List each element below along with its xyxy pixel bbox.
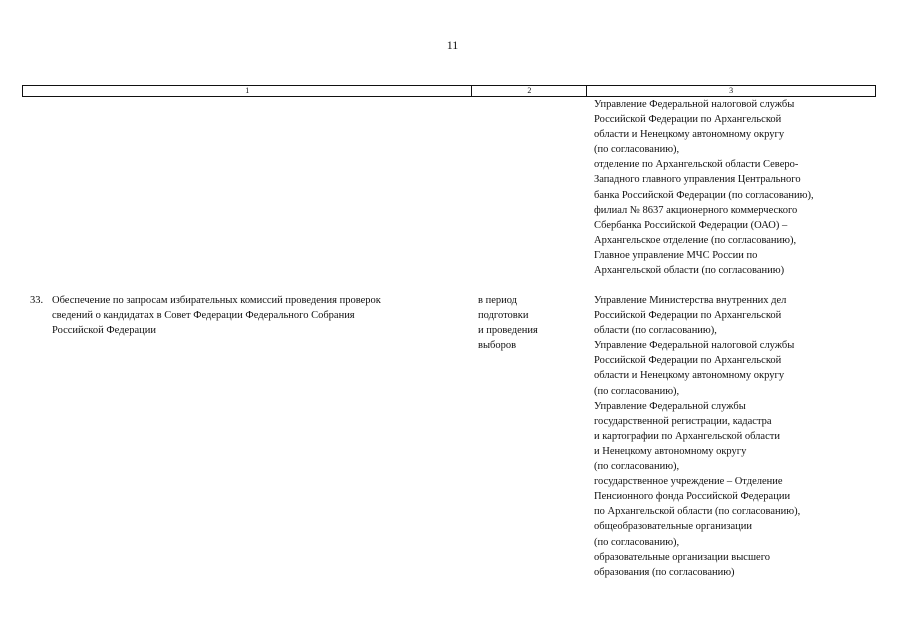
row-number: 33. [30, 295, 44, 306]
page-number: 11 [446, 38, 459, 52]
column-header-1: 1 [23, 86, 472, 96]
row-description: Обеспечение по запросам избирательных комиссий проведения проверок сведений о кандидатах в Совет Федерации Федерального Собрания Российской Федерации [52, 295, 381, 337]
table [22, 85, 876, 97]
table-header-row [22, 85, 876, 97]
row-responsible: Управление Министерства внутренних дел Российской Федерации по Архангельской области (по согласованию), Управление Федеральной налоговой службы Российской Федерации по Архангельской области и Ненецкому автономному округу (по согласованию), Управление Федеральной службы государственной регистрации, кадастра и картографии по Архангельской области и Ненецкому автономному округу (по согласованию), государственное учреждение – Отделение Пенсионного фонда Российской Федерации по Архангельской области (по согласованию), общеобразовательные организации (по согласованию), образовательные организации высшего образования (по согласованию) [594, 295, 801, 578]
column-header-2: 2 [472, 86, 587, 96]
row-period: в период подготовки и проведения выборов [478, 295, 538, 352]
column-header-3: 3 [587, 86, 876, 96]
continuation-cell-responsible: Управление Федеральной налоговой службы Российской Федерации по Архангельской области и Ненецкому автономному округу (по согласованию), отделение по Архангельской области Северо- Западного главного управления Центрального банка Российской Федерации (по согласованию), филиал № 8637 акционерного коммерческого Сбербанка Российской Федерации (ОАО) – Архангельское отделение (по согласованию), Главное управление МЧС России по Архангельской области (по согласованию) [594, 99, 814, 277]
